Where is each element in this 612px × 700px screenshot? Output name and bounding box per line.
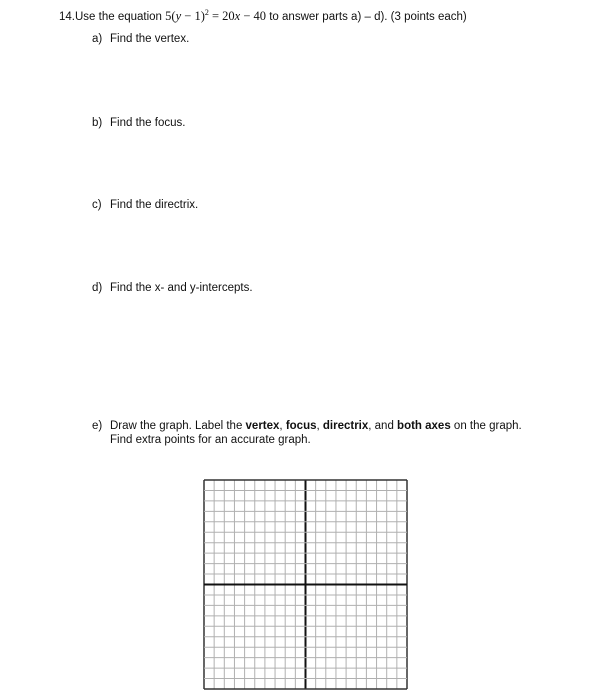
- part-e-line2: Find extra points for an accurate graph.: [110, 434, 311, 446]
- term-both-axes: both axes: [397, 420, 451, 432]
- part-a-text: Find the vertex.: [110, 33, 190, 45]
- part-c-text: Find the directrix.: [110, 199, 199, 211]
- part-b-label: b): [92, 117, 103, 129]
- question-instructions: to answer parts a) – d). (3 points each): [266, 11, 467, 24]
- part-e-label: e): [92, 420, 103, 432]
- part-e: e) Draw the graph. Label the vertex, focus, directrix, and both axes on the graph.: [92, 420, 522, 432]
- term-focus: focus: [285, 420, 317, 432]
- part-d-text: Find the x- and y-intercepts.: [110, 282, 253, 294]
- equation: $5(y - 1)^2 = 20x - 40$: [165, 8, 267, 24]
- part-b: [92, 116, 185, 130]
- part-c-label: c): [92, 199, 102, 211]
- question-number: 14.: [59, 11, 75, 24]
- part-d-label: d): [92, 282, 103, 294]
- graph-grid[interactable]: [203, 479, 408, 690]
- part-c: [92, 198, 198, 212]
- part-b-text: Find the focus.: [110, 117, 186, 129]
- part-a: [92, 32, 189, 46]
- part-d: [92, 281, 253, 295]
- part-a-label: a): [92, 33, 103, 45]
- term-directrix: directrix: [322, 420, 369, 432]
- question-header: [59, 6, 467, 24]
- question-intro: Use the equation: [75, 11, 166, 24]
- term-vertex: vertex: [245, 420, 280, 432]
